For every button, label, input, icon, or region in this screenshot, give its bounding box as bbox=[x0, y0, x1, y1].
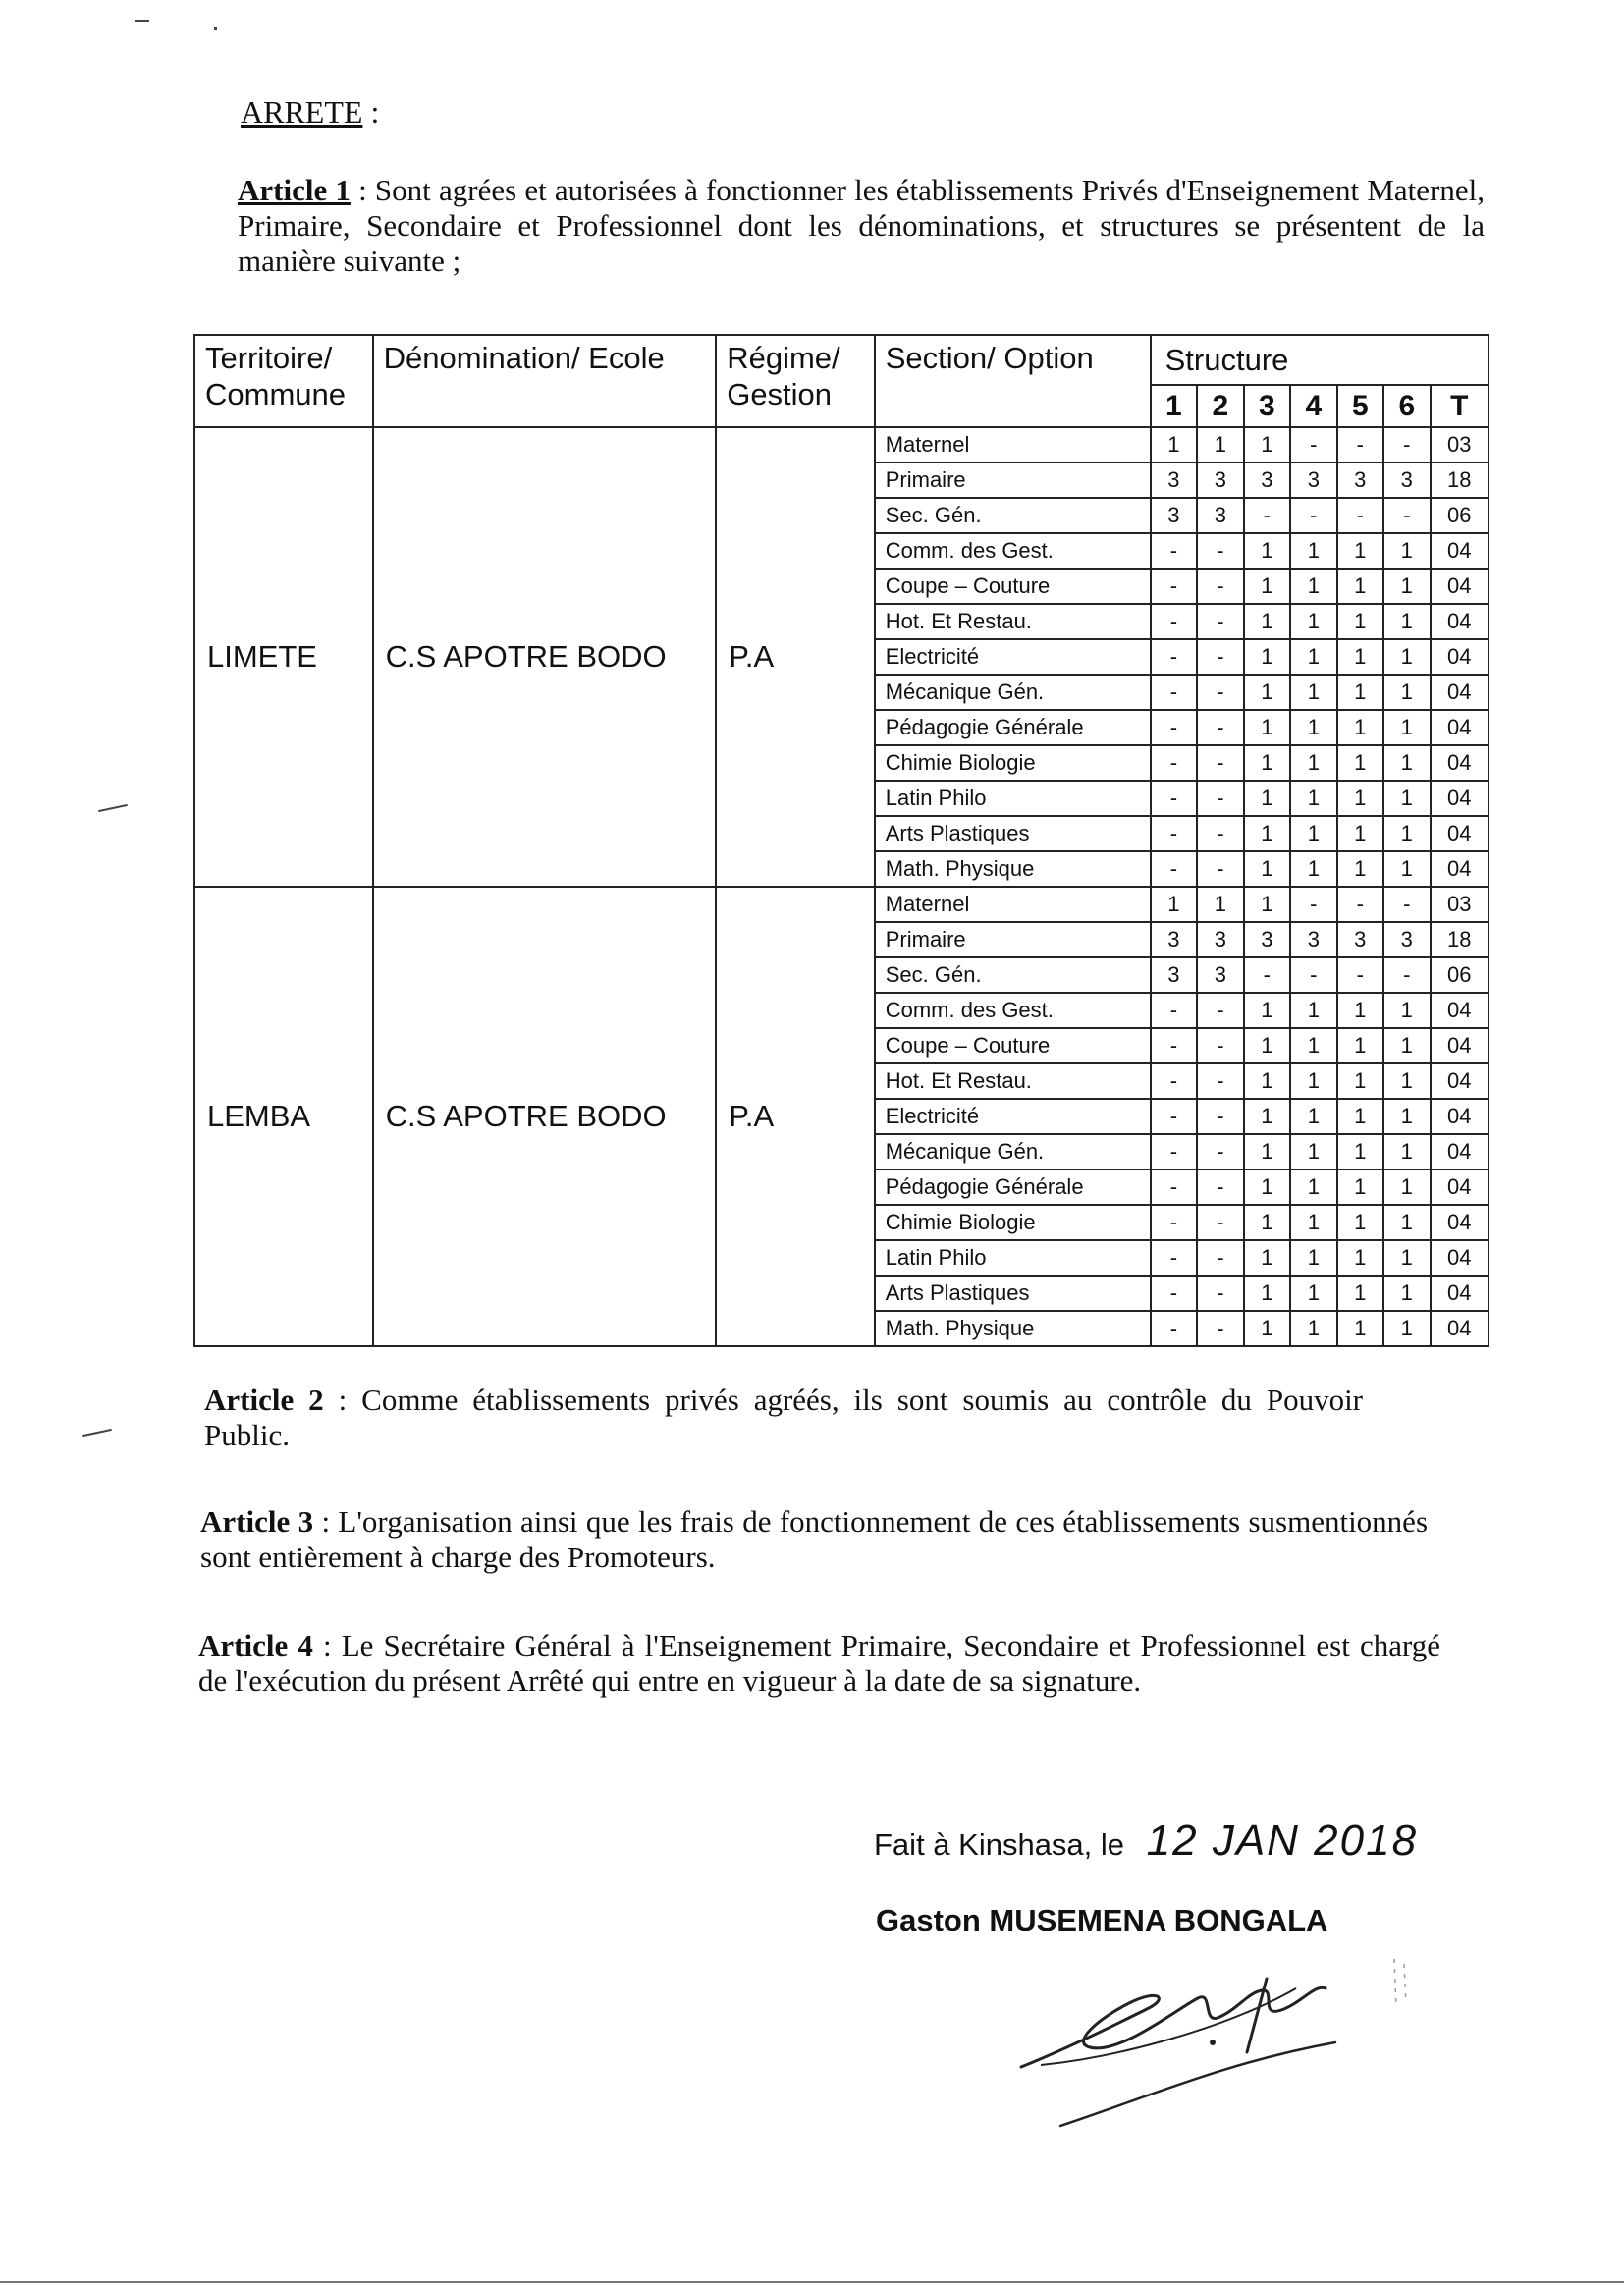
year-cell: 1 bbox=[1290, 675, 1336, 710]
year-cell: - bbox=[1151, 1099, 1197, 1134]
handwritten-signature-icon bbox=[1001, 1949, 1414, 2136]
year-cell: 1 bbox=[1290, 533, 1336, 569]
year-cell: 1 bbox=[1337, 1099, 1383, 1134]
year-cell: - bbox=[1197, 1276, 1243, 1311]
year-cell: 1 bbox=[1244, 604, 1290, 639]
year-cell: - bbox=[1337, 498, 1383, 533]
total-cell: 04 bbox=[1431, 816, 1489, 851]
option-cell: Hot. Et Restau. bbox=[875, 604, 1151, 639]
article-4-text: : Le Secrétaire Général à l'Enseignement Primaire, Secondaire et Professionnel est chargé de l'exécution du présent Arrêté qui entre en vigueur à la date de sa signature. bbox=[198, 1628, 1440, 1698]
regime-cell: P.A bbox=[716, 427, 875, 887]
year-cell: - bbox=[1197, 1028, 1243, 1063]
year-cell: 1 bbox=[1244, 1170, 1290, 1205]
year-cell: - bbox=[1151, 993, 1197, 1028]
year-cell: - bbox=[1151, 1134, 1197, 1170]
total-cell: 18 bbox=[1431, 922, 1489, 957]
option-cell: Chimie Biologie bbox=[875, 745, 1151, 781]
total-cell: 04 bbox=[1431, 781, 1489, 816]
year-cell: - bbox=[1151, 569, 1197, 604]
year-cell: 1 bbox=[1290, 710, 1336, 745]
year-cell: 1 bbox=[1290, 1205, 1336, 1240]
article-1-label: Article 1 bbox=[238, 173, 351, 207]
place-text: Fait à Kinshasa, le bbox=[874, 1827, 1125, 1862]
year-cell: 1 bbox=[1290, 604, 1336, 639]
year-cell: 1 bbox=[1244, 533, 1290, 569]
year-cell: 1 bbox=[1290, 1028, 1336, 1063]
year-cell: 1 bbox=[1290, 781, 1336, 816]
year-cell: 3 bbox=[1244, 922, 1290, 957]
total-cell: 04 bbox=[1431, 675, 1489, 710]
year-cell: - bbox=[1383, 498, 1430, 533]
territoire-cell: LEMBA bbox=[194, 887, 373, 1346]
year-cell: 3 bbox=[1244, 462, 1290, 498]
regime-cell: P.A bbox=[716, 887, 875, 1346]
year-cell: - bbox=[1383, 957, 1430, 993]
year-cell: - bbox=[1151, 639, 1197, 675]
year-cell: 1 bbox=[1337, 1276, 1383, 1311]
total-cell: 04 bbox=[1431, 1134, 1489, 1170]
total-cell: 06 bbox=[1431, 498, 1489, 533]
total-cell: 04 bbox=[1431, 993, 1489, 1028]
header-col-3: 3 bbox=[1244, 385, 1290, 427]
year-cell: - bbox=[1337, 427, 1383, 462]
total-cell: 04 bbox=[1431, 1311, 1489, 1346]
arrete-title: ARRETE bbox=[241, 94, 363, 130]
year-cell: - bbox=[1383, 887, 1430, 922]
year-cell: 1 bbox=[1244, 710, 1290, 745]
year-cell: - bbox=[1197, 675, 1243, 710]
option-cell: Sec. Gén. bbox=[875, 957, 1151, 993]
article-2-text: : Comme établissements privés agréés, ils sont soumis au contrôle du Pouvoir Public. bbox=[204, 1383, 1363, 1452]
year-cell: 1 bbox=[1151, 887, 1197, 922]
year-cell: 1 bbox=[1383, 675, 1430, 710]
year-cell: - bbox=[1197, 710, 1243, 745]
year-cell: - bbox=[1151, 1311, 1197, 1346]
table-row bbox=[194, 887, 1489, 922]
year-cell: 1 bbox=[1383, 993, 1430, 1028]
option-cell: Sec. Gén. bbox=[875, 498, 1151, 533]
year-cell: 1 bbox=[1244, 1276, 1290, 1311]
year-cell: - bbox=[1244, 498, 1290, 533]
year-cell: 1 bbox=[1151, 427, 1197, 462]
year-cell: - bbox=[1151, 1028, 1197, 1063]
year-cell: 1 bbox=[1244, 816, 1290, 851]
year-cell: - bbox=[1244, 957, 1290, 993]
year-cell: - bbox=[1290, 427, 1336, 462]
option-cell: Pédagogie Générale bbox=[875, 710, 1151, 745]
year-cell: 1 bbox=[1244, 745, 1290, 781]
year-cell: 1 bbox=[1290, 993, 1336, 1028]
year-cell: - bbox=[1197, 639, 1243, 675]
header-denomination: Dénomination/ Ecole bbox=[373, 335, 717, 427]
year-cell: 1 bbox=[1383, 816, 1430, 851]
year-cell: 1 bbox=[1244, 1063, 1290, 1099]
total-cell: 04 bbox=[1431, 1240, 1489, 1276]
year-cell: 1 bbox=[1244, 993, 1290, 1028]
article-2 bbox=[204, 1383, 1363, 1453]
year-cell: 1 bbox=[1337, 1205, 1383, 1240]
year-cell: 1 bbox=[1337, 639, 1383, 675]
article-3-label: Article 3 bbox=[200, 1504, 314, 1539]
year-cell: 1 bbox=[1337, 675, 1383, 710]
scan-mark bbox=[135, 20, 149, 22]
year-cell: 3 bbox=[1151, 957, 1197, 993]
article-3-text: : L'organisation ainsi que les frais de fonctionnement de ces établissements susmentionnés sont entièrement à charge des Promoteurs. bbox=[200, 1504, 1429, 1574]
year-cell: 1 bbox=[1290, 639, 1336, 675]
year-cell: 3 bbox=[1197, 922, 1243, 957]
total-cell: 04 bbox=[1431, 569, 1489, 604]
year-cell: - bbox=[1151, 851, 1197, 887]
ecole-cell: C.S APOTRE BODO bbox=[373, 887, 717, 1346]
year-cell: 1 bbox=[1383, 1205, 1430, 1240]
year-cell: 1 bbox=[1337, 1240, 1383, 1276]
total-cell: 18 bbox=[1431, 462, 1489, 498]
year-cell: 1 bbox=[1244, 781, 1290, 816]
year-cell: 1 bbox=[1383, 1028, 1430, 1063]
option-cell: Pédagogie Générale bbox=[875, 1170, 1151, 1205]
year-cell: 1 bbox=[1383, 533, 1430, 569]
year-cell: 1 bbox=[1383, 639, 1430, 675]
year-cell: - bbox=[1197, 993, 1243, 1028]
year-cell: 3 bbox=[1337, 922, 1383, 957]
total-cell: 03 bbox=[1431, 427, 1489, 462]
option-cell: Mécanique Gén. bbox=[875, 675, 1151, 710]
year-cell: - bbox=[1197, 1099, 1243, 1134]
year-cell: 1 bbox=[1337, 1063, 1383, 1099]
year-cell: 1 bbox=[1290, 1240, 1336, 1276]
year-cell: 1 bbox=[1244, 569, 1290, 604]
header-structure: Structure bbox=[1151, 335, 1489, 385]
territoire-cell: LIMETE bbox=[194, 427, 373, 887]
year-cell: 1 bbox=[1197, 887, 1243, 922]
year-cell: - bbox=[1197, 569, 1243, 604]
year-cell: 1 bbox=[1383, 569, 1430, 604]
place-date-line bbox=[874, 1817, 1418, 1866]
year-cell: 1 bbox=[1337, 1134, 1383, 1170]
year-cell: - bbox=[1151, 710, 1197, 745]
year-cell: 1 bbox=[1383, 1311, 1430, 1346]
year-cell: - bbox=[1337, 957, 1383, 993]
year-cell: 1 bbox=[1290, 1099, 1336, 1134]
option-cell: Hot. Et Restau. bbox=[875, 1063, 1151, 1099]
article-4-label: Article 4 bbox=[198, 1628, 313, 1662]
total-cell: 06 bbox=[1431, 957, 1489, 993]
total-cell: 03 bbox=[1431, 887, 1489, 922]
option-cell: Comm. des Gest. bbox=[875, 533, 1151, 569]
year-cell: 3 bbox=[1383, 922, 1430, 957]
header-territoire: Territoire/ Commune bbox=[194, 335, 373, 427]
total-cell: 04 bbox=[1431, 1170, 1489, 1205]
option-cell: Primaire bbox=[875, 922, 1151, 957]
header-section: Section/ Option bbox=[875, 335, 1151, 427]
option-cell: Primaire bbox=[875, 462, 1151, 498]
year-cell: 1 bbox=[1383, 1276, 1430, 1311]
date-stamp: 12 JAN 2018 bbox=[1146, 1817, 1419, 1865]
header-col-2: 2 bbox=[1197, 385, 1243, 427]
scan-mark bbox=[82, 1429, 112, 1437]
year-cell: 1 bbox=[1337, 1028, 1383, 1063]
option-cell: Coupe – Couture bbox=[875, 569, 1151, 604]
year-cell: 1 bbox=[1337, 1170, 1383, 1205]
header-regime: Régime/ Gestion bbox=[716, 335, 875, 427]
year-cell: 1 bbox=[1244, 1134, 1290, 1170]
year-cell: 3 bbox=[1290, 462, 1336, 498]
total-cell: 04 bbox=[1431, 1063, 1489, 1099]
year-cell: 3 bbox=[1337, 462, 1383, 498]
year-cell: - bbox=[1151, 1205, 1197, 1240]
year-cell: 1 bbox=[1383, 710, 1430, 745]
year-cell: 1 bbox=[1337, 816, 1383, 851]
scan-mark bbox=[214, 27, 217, 30]
year-cell: - bbox=[1151, 1276, 1197, 1311]
total-cell: 04 bbox=[1431, 604, 1489, 639]
year-cell: - bbox=[1151, 533, 1197, 569]
year-cell: 3 bbox=[1151, 498, 1197, 533]
year-cell: 1 bbox=[1244, 1099, 1290, 1134]
year-cell: - bbox=[1197, 745, 1243, 781]
year-cell: - bbox=[1197, 1063, 1243, 1099]
year-cell: 1 bbox=[1244, 1028, 1290, 1063]
option-cell: Electricité bbox=[875, 639, 1151, 675]
scan-mark bbox=[0, 2281, 1624, 2283]
year-cell: 1 bbox=[1290, 1276, 1336, 1311]
year-cell: 1 bbox=[1290, 1134, 1336, 1170]
year-cell: 1 bbox=[1244, 851, 1290, 887]
header-col-t: T bbox=[1431, 385, 1489, 427]
option-cell: Arts Plastiques bbox=[875, 1276, 1151, 1311]
option-cell: Math. Physique bbox=[875, 851, 1151, 887]
year-cell: 1 bbox=[1337, 569, 1383, 604]
year-cell: 1 bbox=[1290, 745, 1336, 781]
table-body bbox=[194, 427, 1489, 1346]
option-cell: Arts Plastiques bbox=[875, 816, 1151, 851]
total-cell: 04 bbox=[1431, 745, 1489, 781]
year-cell: 3 bbox=[1290, 922, 1336, 957]
option-cell: Math. Physique bbox=[875, 1311, 1151, 1346]
signer-name: Gaston MUSEMENA BONGALA bbox=[876, 1903, 1328, 1937]
year-cell: 1 bbox=[1244, 887, 1290, 922]
year-cell: 1 bbox=[1244, 1240, 1290, 1276]
article-1-text: : Sont agrées et autorisées à fonctionner les établissements Privés d'Enseignement Maternel, Primaire, Secondaire et Professionnel dont les dénominations, et structures se présentent de la manière suivante ; bbox=[238, 173, 1485, 278]
structure-table bbox=[193, 334, 1489, 1347]
option-cell: Latin Philo bbox=[875, 1240, 1151, 1276]
year-cell: 1 bbox=[1337, 851, 1383, 887]
year-cell: 1 bbox=[1337, 993, 1383, 1028]
year-cell: 1 bbox=[1244, 1311, 1290, 1346]
year-cell: - bbox=[1151, 604, 1197, 639]
option-cell: Maternel bbox=[875, 887, 1151, 922]
arrete-heading bbox=[241, 94, 379, 131]
total-cell: 04 bbox=[1431, 851, 1489, 887]
total-cell: 04 bbox=[1431, 1276, 1489, 1311]
year-cell: - bbox=[1197, 604, 1243, 639]
article-3 bbox=[200, 1504, 1428, 1575]
year-cell: - bbox=[1197, 851, 1243, 887]
year-cell: 3 bbox=[1151, 922, 1197, 957]
year-cell: 1 bbox=[1337, 745, 1383, 781]
option-cell: Latin Philo bbox=[875, 781, 1151, 816]
year-cell: 1 bbox=[1290, 816, 1336, 851]
year-cell: - bbox=[1151, 745, 1197, 781]
header-col-1: 1 bbox=[1151, 385, 1197, 427]
year-cell: 1 bbox=[1337, 533, 1383, 569]
year-cell: - bbox=[1197, 1134, 1243, 1170]
year-cell: - bbox=[1383, 427, 1430, 462]
total-cell: 04 bbox=[1431, 1099, 1489, 1134]
table-row bbox=[194, 427, 1489, 462]
year-cell: - bbox=[1151, 781, 1197, 816]
year-cell: - bbox=[1290, 887, 1336, 922]
year-cell: - bbox=[1197, 816, 1243, 851]
article-4 bbox=[198, 1628, 1440, 1699]
year-cell: - bbox=[1337, 887, 1383, 922]
option-cell: Electricité bbox=[875, 1099, 1151, 1134]
year-cell: 1 bbox=[1383, 1063, 1430, 1099]
year-cell: - bbox=[1151, 1063, 1197, 1099]
year-cell: 1 bbox=[1383, 745, 1430, 781]
total-cell: 04 bbox=[1431, 1028, 1489, 1063]
total-cell: 04 bbox=[1431, 639, 1489, 675]
year-cell: 1 bbox=[1337, 1311, 1383, 1346]
article-2-label: Article 2 bbox=[204, 1383, 324, 1417]
year-cell: 1 bbox=[1290, 569, 1336, 604]
year-cell: - bbox=[1151, 1240, 1197, 1276]
arrete-colon: : bbox=[362, 94, 380, 130]
year-cell: 1 bbox=[1383, 781, 1430, 816]
year-cell: 3 bbox=[1197, 498, 1243, 533]
year-cell: - bbox=[1197, 1240, 1243, 1276]
year-cell: - bbox=[1197, 1311, 1243, 1346]
year-cell: - bbox=[1197, 533, 1243, 569]
year-cell: - bbox=[1151, 675, 1197, 710]
year-cell: 3 bbox=[1151, 462, 1197, 498]
year-cell: 1 bbox=[1290, 1063, 1336, 1099]
year-cell: 1 bbox=[1290, 1170, 1336, 1205]
year-cell: - bbox=[1151, 816, 1197, 851]
option-cell: Chimie Biologie bbox=[875, 1205, 1151, 1240]
year-cell: 1 bbox=[1244, 1205, 1290, 1240]
year-cell: 3 bbox=[1383, 462, 1430, 498]
ecole-cell: C.S APOTRE BODO bbox=[373, 427, 717, 887]
option-cell: Maternel bbox=[875, 427, 1151, 462]
year-cell: 1 bbox=[1383, 1240, 1430, 1276]
year-cell: 1 bbox=[1383, 604, 1430, 639]
year-cell: - bbox=[1197, 781, 1243, 816]
year-cell: 1 bbox=[1383, 1099, 1430, 1134]
header-col-5: 5 bbox=[1337, 385, 1383, 427]
option-cell: Comm. des Gest. bbox=[875, 993, 1151, 1028]
year-cell: - bbox=[1151, 1170, 1197, 1205]
year-cell: 1 bbox=[1290, 1311, 1336, 1346]
year-cell: 1 bbox=[1197, 427, 1243, 462]
year-cell: 1 bbox=[1244, 675, 1290, 710]
year-cell: 1 bbox=[1244, 639, 1290, 675]
header-col-4: 4 bbox=[1290, 385, 1336, 427]
year-cell: 3 bbox=[1197, 462, 1243, 498]
year-cell: 1 bbox=[1337, 710, 1383, 745]
year-cell: 1 bbox=[1337, 781, 1383, 816]
total-cell: 04 bbox=[1431, 533, 1489, 569]
year-cell: - bbox=[1290, 957, 1336, 993]
year-cell: 1 bbox=[1337, 604, 1383, 639]
year-cell: 1 bbox=[1383, 1170, 1430, 1205]
year-cell: - bbox=[1290, 498, 1336, 533]
year-cell: 1 bbox=[1290, 851, 1336, 887]
option-cell: Mécanique Gén. bbox=[875, 1134, 1151, 1170]
option-cell: Coupe – Couture bbox=[875, 1028, 1151, 1063]
header-col-6: 6 bbox=[1383, 385, 1430, 427]
total-cell: 04 bbox=[1431, 710, 1489, 745]
scan-mark bbox=[98, 804, 128, 812]
total-cell: 04 bbox=[1431, 1205, 1489, 1240]
year-cell: - bbox=[1197, 1170, 1243, 1205]
year-cell: 3 bbox=[1197, 957, 1243, 993]
year-cell: 1 bbox=[1383, 1134, 1430, 1170]
article-1 bbox=[238, 173, 1485, 279]
year-cell: 1 bbox=[1383, 851, 1430, 887]
year-cell: 1 bbox=[1244, 427, 1290, 462]
year-cell: - bbox=[1197, 1205, 1243, 1240]
